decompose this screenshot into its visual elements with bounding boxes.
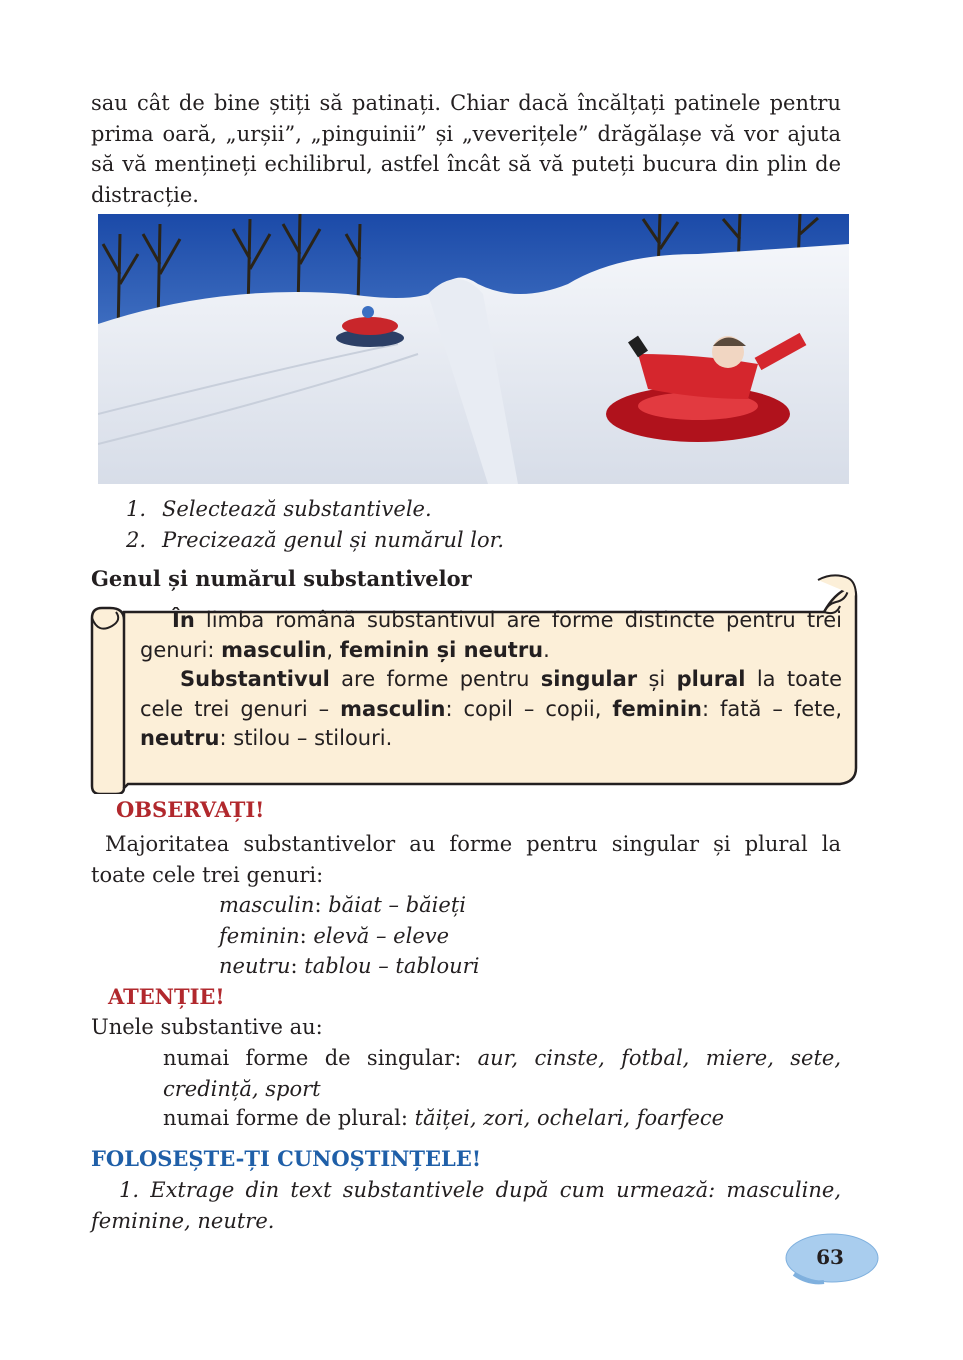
foloseste-title: FOLOSEȘTE-ȚI CUNOȘTINȚELE! [91, 1146, 482, 1171]
example-feminin: feminin: elevă – eleve [219, 924, 450, 948]
atentie-title: ATENȚIE! [108, 984, 225, 1009]
section-title: Genul și numărul substantivelor [91, 566, 472, 591]
example-neutru: neutru: tablou – tablouri [219, 954, 480, 978]
list-item: 1. Selectează substantivele. [126, 497, 432, 521]
atentie-intro: Unele substantive au: [91, 1015, 323, 1039]
task-list [126, 494, 504, 556]
atentie-plural: numai forme de plural: tăiței, zori, ochelari, foarfece [163, 1106, 725, 1130]
scroll-paragraph-1: În limba română substantivul are forme distincte pentru trei genuri: masculin, feminin și neutru. [140, 608, 842, 662]
atentie-singular: numai forme de singular: aur, cinste, fotbal, miere, sete, credință, sport [163, 1046, 841, 1101]
page-number-badge [780, 1230, 880, 1288]
example-masculin: masculin: băiat – băieți [219, 893, 466, 917]
scroll-paragraph-2: Substantivul are forme pentru singular și plural la toate cele trei genuri – masculin: copil – copii, feminin: fată – fete, neutru: stilou – stilouri. [140, 667, 843, 750]
scroll-text [140, 606, 842, 754]
list-item: 2. Precizează genul și numărul lor. [126, 528, 505, 552]
page-number: 63 [816, 1245, 844, 1269]
observati-title: OBSERVAȚI! [116, 797, 265, 822]
intro-paragraph: sau cât de bine știți să patinați. Chiar dacă încălțați patinele pentru prima oară, „urșii”, „pinguinii” și „veverițele” drăgălașe vă vor ajuta să vă mențineți echilibrul, astfel încât să vă puteți bucura din plin de distracție. [91, 91, 841, 207]
snow-tubing-photo [98, 214, 849, 484]
exercise-1: 1. Extrage din text substantivele după cum urmează: masculine, feminine, neutre. [91, 1178, 841, 1233]
observati-text: Majoritatea substantivelor au forme pentru singular și plural la toate cele trei genuri: [91, 832, 841, 887]
